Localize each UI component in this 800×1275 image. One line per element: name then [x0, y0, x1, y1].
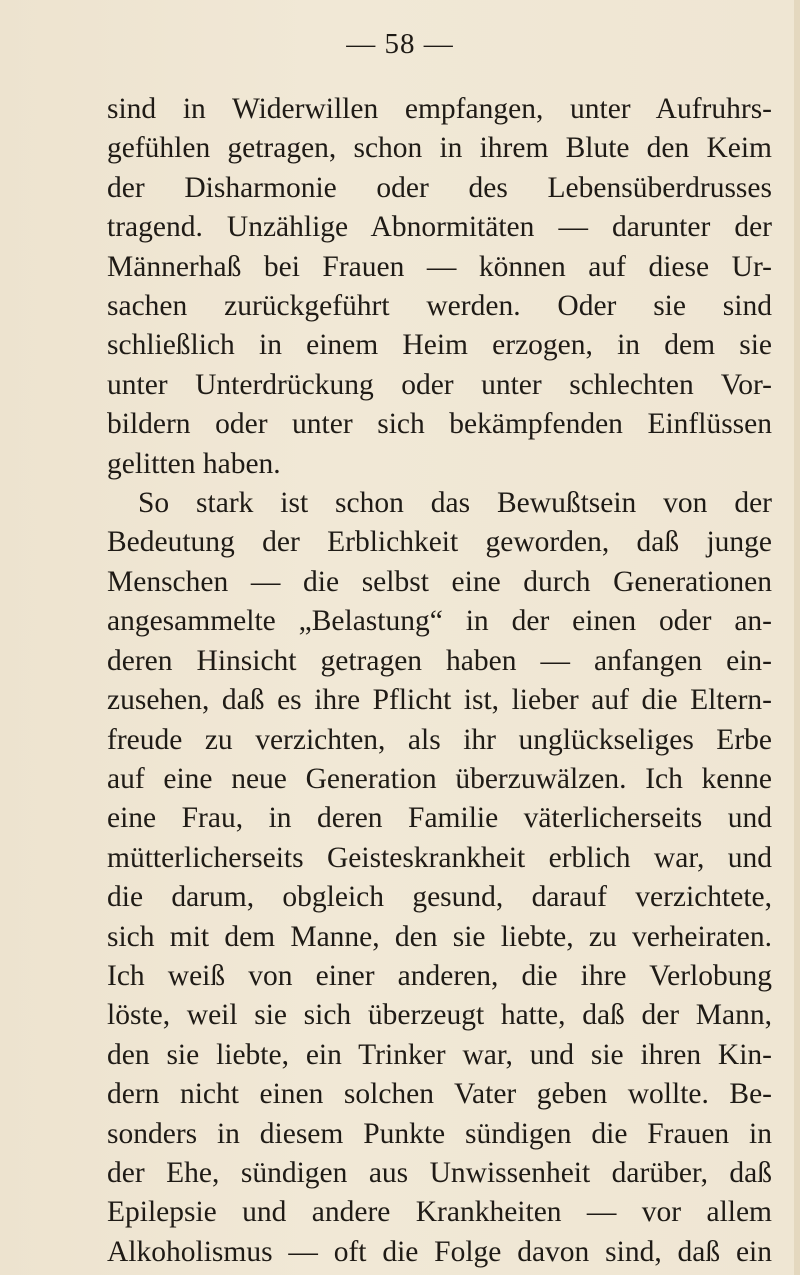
text-line: sonders in diesem Punkte sündigen die Frauen in [107, 1117, 772, 1150]
page-edge [794, 0, 800, 1275]
paragraph-end-line: gelitten haben. [107, 447, 281, 480]
text-line: löste, weil sie sich überzeugt hatte, daß der Mann, [107, 999, 772, 1032]
body-text [107, 90, 772, 1272]
paragraph-start-line: So stark ist schon das Bewußtsein von der [138, 487, 772, 520]
text-line: deren Hinsicht getragen haben — anfangen ein- [107, 644, 772, 677]
text-line: auf eine neue Generation überzuwälzen. Ich kenne [107, 762, 772, 795]
page-number: — 58 — [346, 28, 454, 60]
text-line: eine Frau, in deren Familie väterlicherseits und [107, 802, 772, 835]
text-line: tragend. Unzählige Abnormitäten — darunter der [107, 211, 772, 244]
text-line: Ich weiß von einer anderen, die ihre Verlobung [107, 959, 772, 992]
text-line: zusehen, daß es ihre Pflicht ist, lieber auf die Eltern- [107, 684, 772, 717]
text-line: schließlich in einem Heim erzogen, in dem sie [107, 329, 772, 362]
text-line: der Ehe, sündigen aus Unwissenheit darüber, daß [107, 1156, 772, 1189]
text-line: Menschen — die selbst eine durch Generationen [107, 565, 772, 598]
text-line: mütterlicherseits Geisteskrankheit erblich war, und [107, 841, 772, 874]
text-line: sich mit dem Manne, den sie liebte, zu verheiraten. [107, 920, 772, 953]
text-line: sachen zurückgeführt werden. Oder sie sind [107, 290, 772, 323]
text-line: gefühlen getragen, schon in ihrem Blute den Keim [107, 132, 772, 165]
text-line: Alkoholismus — oft die Folge davon sind, daß ein [107, 1235, 772, 1268]
text-line: Bedeutung der Erblichkeit geworden, daß junge [107, 526, 772, 559]
text-line: dern nicht einen solchen Vater geben wollte. Be- [107, 1078, 772, 1111]
text-line: Männerhaß bei Frauen — können auf diese Ur- [107, 250, 772, 283]
text-line: Epilepsie und andere Krankheiten — vor allem [107, 1196, 772, 1229]
text-line: sind in Widerwillen empfangen, unter Aufruhrs- [107, 93, 772, 125]
text-line: freude zu verzichten, als ihr unglückseliges Erbe [107, 723, 772, 756]
text-line: der Disharmonie oder des Lebensüberdrusses [107, 171, 772, 204]
text-line: die darum, obgleich gesund, darauf verzichtete, [107, 881, 772, 914]
text-line: unter Unterdrückung oder unter schlechten Vor- [107, 368, 772, 401]
text-line: angesammelte „Belastung“ in der einen oder an- [107, 605, 772, 638]
text-line: den sie liebte, ein Trinker war, und sie ihren Kin- [107, 1038, 772, 1071]
text-line: bildern oder unter sich bekämpfenden Einflüssen [107, 408, 772, 441]
